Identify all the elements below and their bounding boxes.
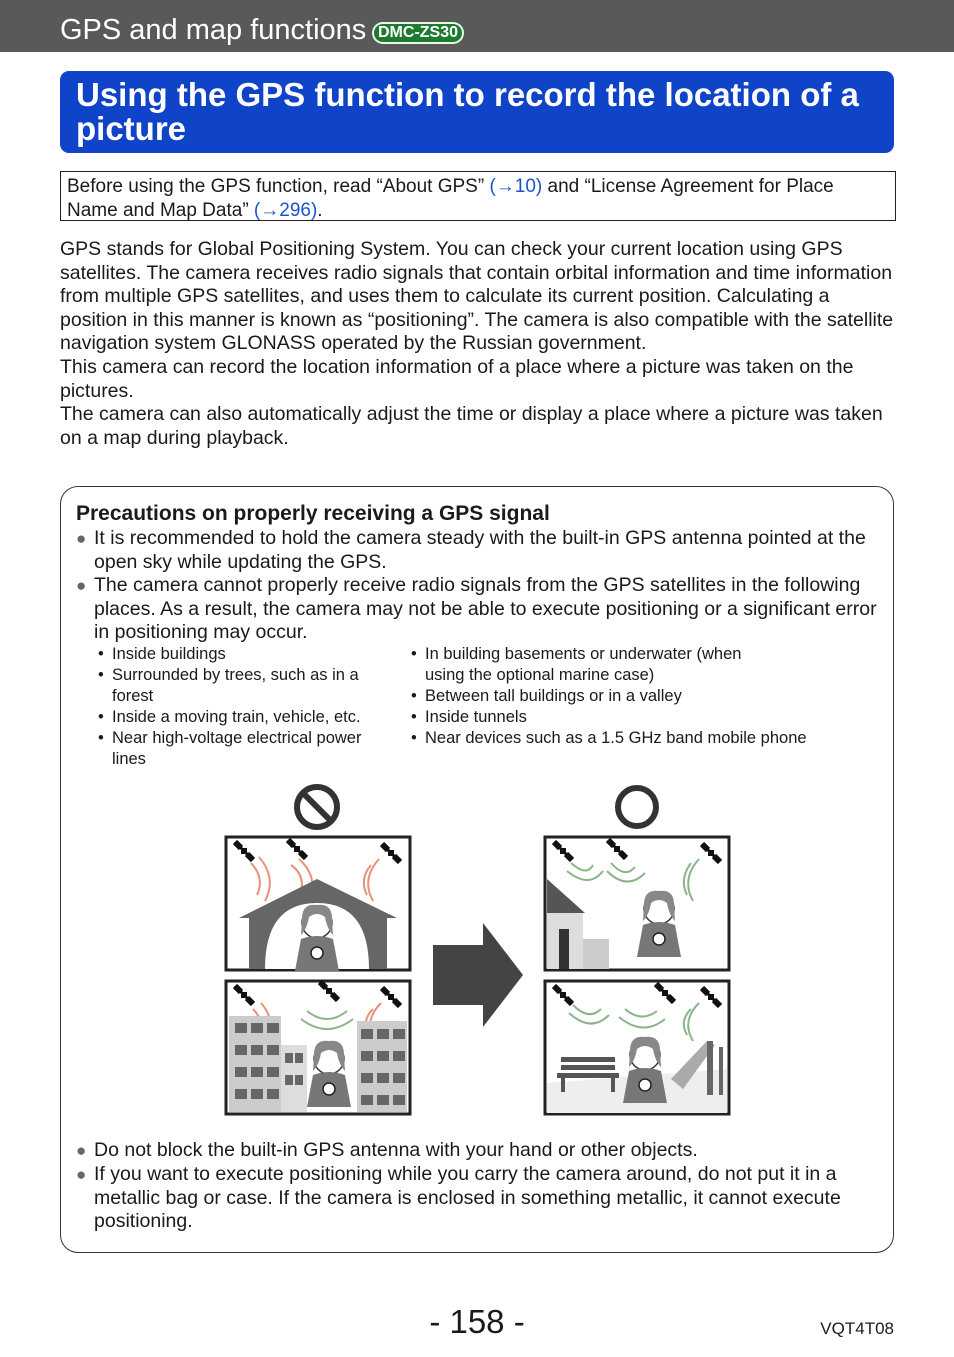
intro-paragraph: This camera can record the location information of a place where a picture was taken on the pictures.	[60, 355, 854, 402]
bullet-text: It is recommended to hold the camera steady with the built-in GPS antenna pointed at the open sky while updating the GPS.	[94, 527, 866, 573]
precautions-heading: Precautions on properly receiving a GPS signal	[76, 502, 550, 525]
bullet-icon: ●	[76, 1165, 87, 1184]
notice-box	[60, 171, 896, 221]
gps-reception-illustration	[221, 783, 741, 1123]
park-panel	[545, 981, 729, 1114]
bullet-icon: ●	[76, 576, 87, 595]
sub-bullet-icon: •	[98, 729, 104, 747]
place-item	[98, 644, 398, 665]
intro-paragraph: GPS stands for Global Positioning System. You can check your current location using GPS satellites. The camera receives radio signals that contain orbital information and time information from multiple GPS satellites, and uses them to calculate its current position. Calculating a position in this manner is known as “positioning”. The camera is also compatible with the satellite navigation system GLONASS operated by the Russian government.	[60, 238, 894, 355]
sub-bullet-icon: •	[98, 666, 104, 684]
bullet-text: The camera cannot properly receive radio signals from the GPS satellites in the following places. As a result, the camera may not be able to execute positioning or a significant error in positioning may occur.	[94, 574, 877, 644]
precautions-box	[60, 486, 894, 1253]
intro-text	[60, 238, 900, 450]
page-title-bar	[60, 71, 894, 153]
place-item	[411, 686, 871, 707]
place-text: Inside buildings	[112, 645, 226, 663]
place-item	[98, 728, 398, 770]
document-code: VQT4T08	[820, 1319, 894, 1338]
precaution-bullet	[76, 574, 886, 645]
place-text: Surrounded by trees, such as in a forest	[112, 666, 359, 705]
page-header	[0, 0, 954, 52]
sub-bullet-icon: •	[98, 645, 104, 663]
place-text: Between tall buildings or in a valley	[425, 687, 682, 705]
ok-icon	[618, 788, 656, 826]
arrow-right-icon	[433, 923, 523, 1027]
prohibited-icon	[297, 787, 337, 827]
place-item	[98, 665, 388, 707]
sub-bullet-icon: •	[411, 708, 417, 726]
bullet-text: If you want to execute positioning while you carry the camera around, do not put it in a metallic bag or case. If the camera is enclosed in something metallic, it cannot execute positioning.	[94, 1163, 841, 1233]
sub-bullet-icon: •	[411, 645, 417, 663]
place-item	[411, 707, 871, 728]
about-gps-link[interactable]: (→10)	[489, 176, 543, 197]
page-number: - 158 -	[429, 1303, 525, 1340]
tall-buildings-panel	[226, 981, 410, 1114]
place-item	[411, 728, 871, 749]
notice-text-3: .	[317, 200, 323, 221]
place-text: In building basements or underwater (when using the optional marine case)	[425, 645, 742, 684]
precaution-bullet	[76, 527, 886, 574]
open-sky-panel	[545, 837, 729, 970]
place-text: Inside tunnels	[425, 708, 527, 726]
precaution-bullet	[76, 1163, 886, 1234]
place-text: Near devices such as a 1.5 GHz band mobile phone	[425, 729, 807, 747]
inside-building-panel	[226, 837, 410, 971]
section-title: GPS and map functions	[60, 14, 367, 46]
sub-bullet-icon: •	[98, 708, 104, 726]
place-text: Near high-voltage electrical power lines	[112, 729, 362, 768]
place-item	[411, 644, 751, 686]
place-text: Inside a moving train, vehicle, etc.	[112, 708, 361, 726]
notice-text-1: Before using the GPS function, read “About GPS”	[67, 176, 490, 197]
sub-bullet-icon: •	[411, 687, 417, 705]
intro-paragraph: The camera can also automatically adjust the time or display a place where a picture was taken on a map during playback.	[60, 403, 883, 449]
precaution-bullet	[76, 1139, 886, 1163]
bullet-icon: ●	[76, 1141, 87, 1160]
bullet-icon: ●	[76, 529, 87, 548]
bullet-text: Do not block the built-in GPS antenna with your hand or other objects.	[94, 1139, 698, 1161]
sub-bullet-icon: •	[411, 729, 417, 747]
place-item	[98, 707, 398, 728]
model-badge: DMC-ZS30	[372, 22, 464, 44]
notice-text-2: and “License Agreement for Place Name and Map Data”	[67, 176, 834, 221]
license-agreement-link[interactable]: (→296)	[253, 200, 318, 221]
page-title: Using the GPS function to record the location of a picture	[76, 76, 859, 147]
